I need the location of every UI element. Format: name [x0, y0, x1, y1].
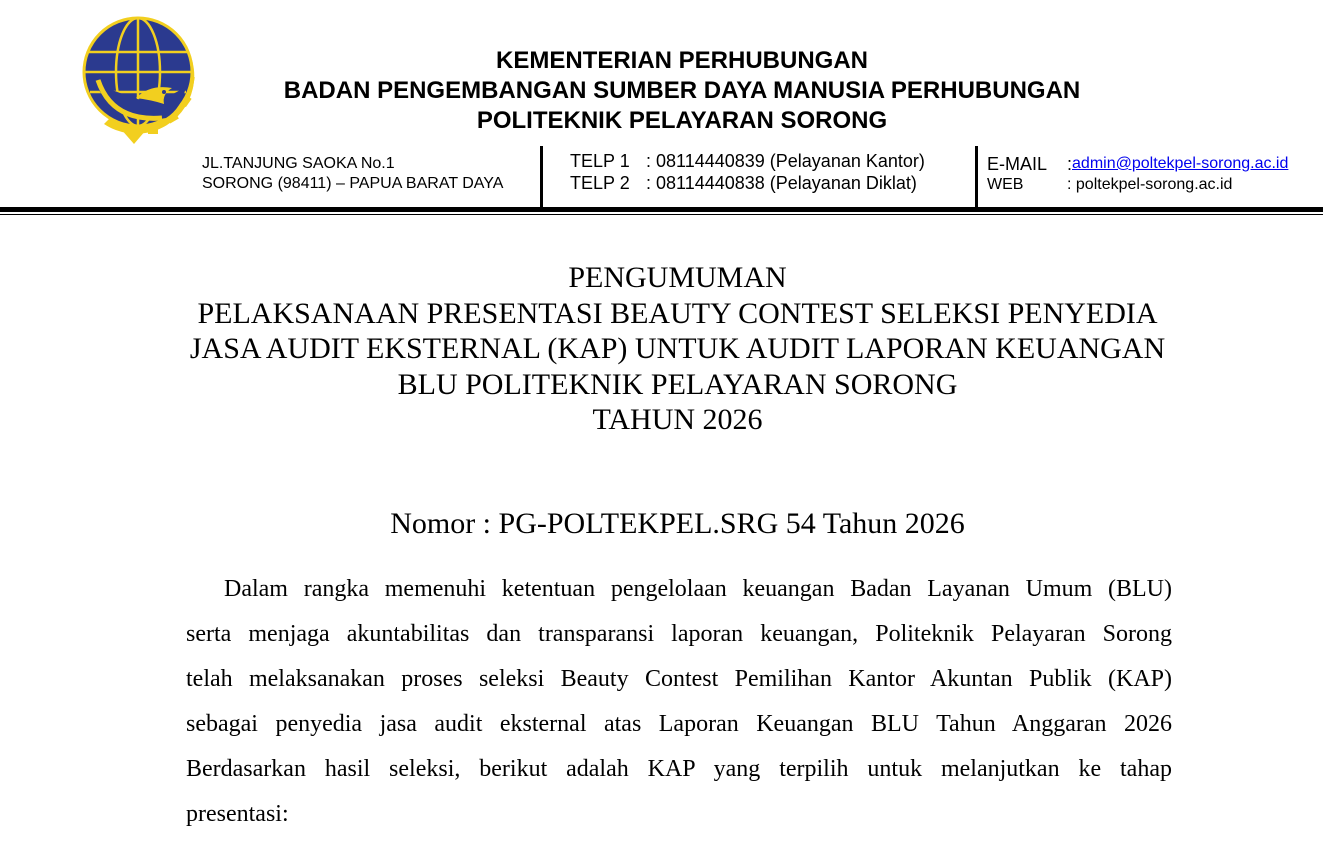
title-line: JASA AUDIT EKSTERNAL (KAP) UNTUK AUDIT LAPORAN KEUANGAN	[189, 332, 1166, 365]
phone-label: TELP 2	[570, 173, 630, 193]
email-row	[987, 153, 1288, 175]
paragraph-line: Berdasarkan hasil seleksi, berikut adalah KAP yang terpilih untuk melanjutkan ke tahap	[186, 756, 1172, 782]
ministry-of-transportation-emblem-icon	[76, 10, 206, 148]
email-link[interactable]: admin@poltekpel-sorong.ac.id	[1072, 155, 1289, 172]
title-line: BLU POLITEKNIK PELAYARAN SORONG	[397, 367, 958, 401]
organization-name	[200, 46, 1164, 136]
web-label: WEB	[987, 176, 1024, 193]
phone-row	[570, 172, 925, 194]
announcement-title	[100, 260, 1255, 438]
web-value: : poltekpel-sorong.ac.id	[1067, 176, 1233, 193]
address-line: JL.TANJUNG SAOKA No.1	[202, 155, 395, 172]
paragraph-line: Dalam rangka memenuhi ketentuan pengelolaan keuangan Badan Layanan Umum (BLU)	[224, 576, 1172, 602]
address-line: SORONG (98411) – PAPUA BARAT DAYA	[202, 175, 504, 192]
header-rule-thin	[0, 214, 1323, 215]
document-number: Nomor : PG-POLTEKPEL.SRG 54 Tahun 2026	[390, 507, 965, 540]
title-line: PENGUMUMAN	[568, 261, 787, 294]
body-paragraph	[186, 567, 1172, 837]
letterhead	[0, 0, 1323, 216]
contact-divider	[975, 146, 978, 208]
web-row	[987, 175, 1288, 195]
phone-block	[570, 150, 925, 194]
paragraph-line: telah melaksanakan proses seleksi Beauty Contest Pemilihan Kantor Akuntan Publik (KAP)	[186, 666, 1172, 692]
address-block	[202, 154, 503, 194]
header-rule-thick	[0, 207, 1323, 212]
email-label: E-MAIL	[987, 154, 1048, 174]
phone-row	[570, 150, 925, 172]
contact-divider	[540, 146, 543, 208]
org-line-institution: POLITEKNIK PELAYARAN SORONG	[476, 107, 888, 134]
email-separator: :	[1067, 154, 1073, 174]
phone-value: : 08114440839 (Pelayanan Kantor)	[646, 151, 925, 171]
paragraph-line: serta menjaga akuntabilitas dan transparansi laporan keuangan, Politeknik Pelayaran Sorong	[186, 621, 1172, 647]
paragraph-line: sebagai penyedia jasa audit eksternal atas Laporan Keuangan BLU Tahun Anggaran 2026	[186, 711, 1172, 737]
phone-value: : 08114440838 (Pelayanan Diklat)	[646, 173, 917, 193]
paragraph-line: presentasi:	[186, 801, 289, 827]
org-line-ministry: KEMENTERIAN PERHUBUNGAN	[495, 47, 868, 74]
title-line: PELAKSANAAN PRESENTASI BEAUTY CONTEST SELEKSI PENYEDIA	[197, 296, 1158, 330]
org-line-agency: BADAN PENGEMBANGAN SUMBER DAYA MANUSIA PERHUBUNGAN	[283, 77, 1081, 104]
phone-label: TELP 1	[570, 151, 630, 171]
title-line: TAHUN 2026	[592, 403, 763, 436]
email-web-block	[987, 153, 1288, 195]
